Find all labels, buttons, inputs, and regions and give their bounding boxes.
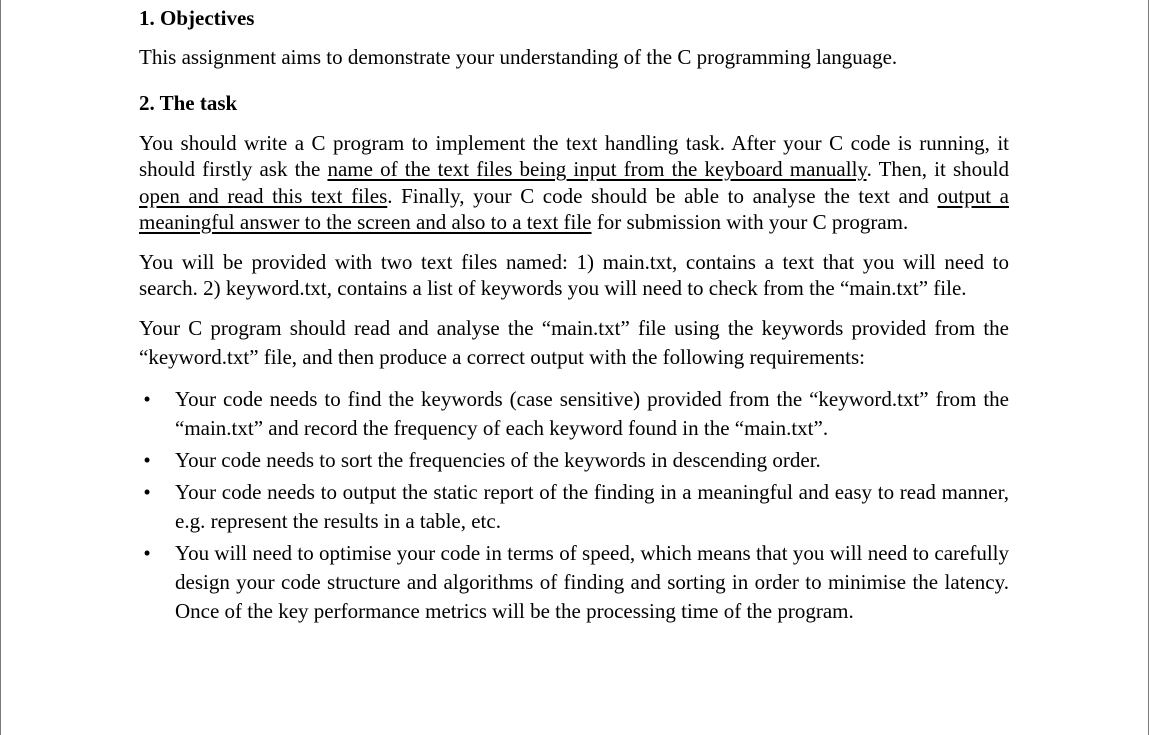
objectives-text: This assignment aims to demonstrate your understanding of the C programming language. [139, 45, 898, 69]
task-paragraph-3: Your C program should read and analyse the “main.txt” file using the keywords provided from the “keyword.txt” file, and then produce a correct output with the following requirements: [139, 315, 1009, 369]
requirement-text: Your code needs to output the static report of the finding in a meaningful and easy to read manner, e.g. represent the results in a table, etc. [175, 479, 1009, 533]
task-p1-text-1: You should write a C program to implement the text handling task. After your C code is running, it should firstly ask the [139, 130, 1009, 181]
requirement-item [139, 446, 1009, 475]
bullet-icon: • [143, 447, 151, 472]
task-p1-underline-3: output a meaningful answer to the screen and also to a text file [139, 183, 1009, 234]
requirements-list [139, 385, 1009, 626]
requirement-text: Your code needs to find the keywords (case sensitive) provided from the “keyword.txt” from the “main.txt” and record the frequency of each keyword found in the “main.txt”. [175, 386, 1009, 440]
requirement-item [139, 385, 1009, 443]
objectives-heading: 1. Objectives [139, 6, 255, 30]
task-paragraph-1 [139, 130, 1009, 236]
task-p1-text-4: for submission with your C program. [591, 210, 909, 234]
task-p1-text-3: . Finally, your C code should be able to analyse the text and [387, 183, 938, 208]
document-page [139, 4, 1009, 629]
requirement-item [139, 478, 1009, 536]
task-p1-text-2: . Then, it should [866, 157, 1009, 181]
bullet-icon: • [143, 479, 151, 504]
requirement-text: Your code needs to sort the frequencies of the keywords in descending order. [175, 447, 821, 472]
task-heading: 2. The task [139, 90, 238, 115]
task-p1-underline-2: open and read this text files [139, 183, 388, 208]
bullet-icon: • [143, 386, 151, 411]
task-p1-underline-1: name of the text files being input from the keyboard manually [327, 157, 867, 181]
task-paragraph-2: You will be provided with two text files named: 1) main.txt, contains a text that you will need to search. 2) keyword.txt, contains a list of keywords you will need to check from the “main.txt” file. [139, 249, 1009, 300]
bullet-icon: • [143, 540, 151, 565]
requirement-text: You will need to optimise your code in terms of speed, which means that you will need to carefully design your code structure and algorithms of finding and sorting in order to minimise the latency. Once of the key performance metrics will be the processing time of the program. [175, 540, 1009, 623]
requirement-item [139, 539, 1009, 626]
